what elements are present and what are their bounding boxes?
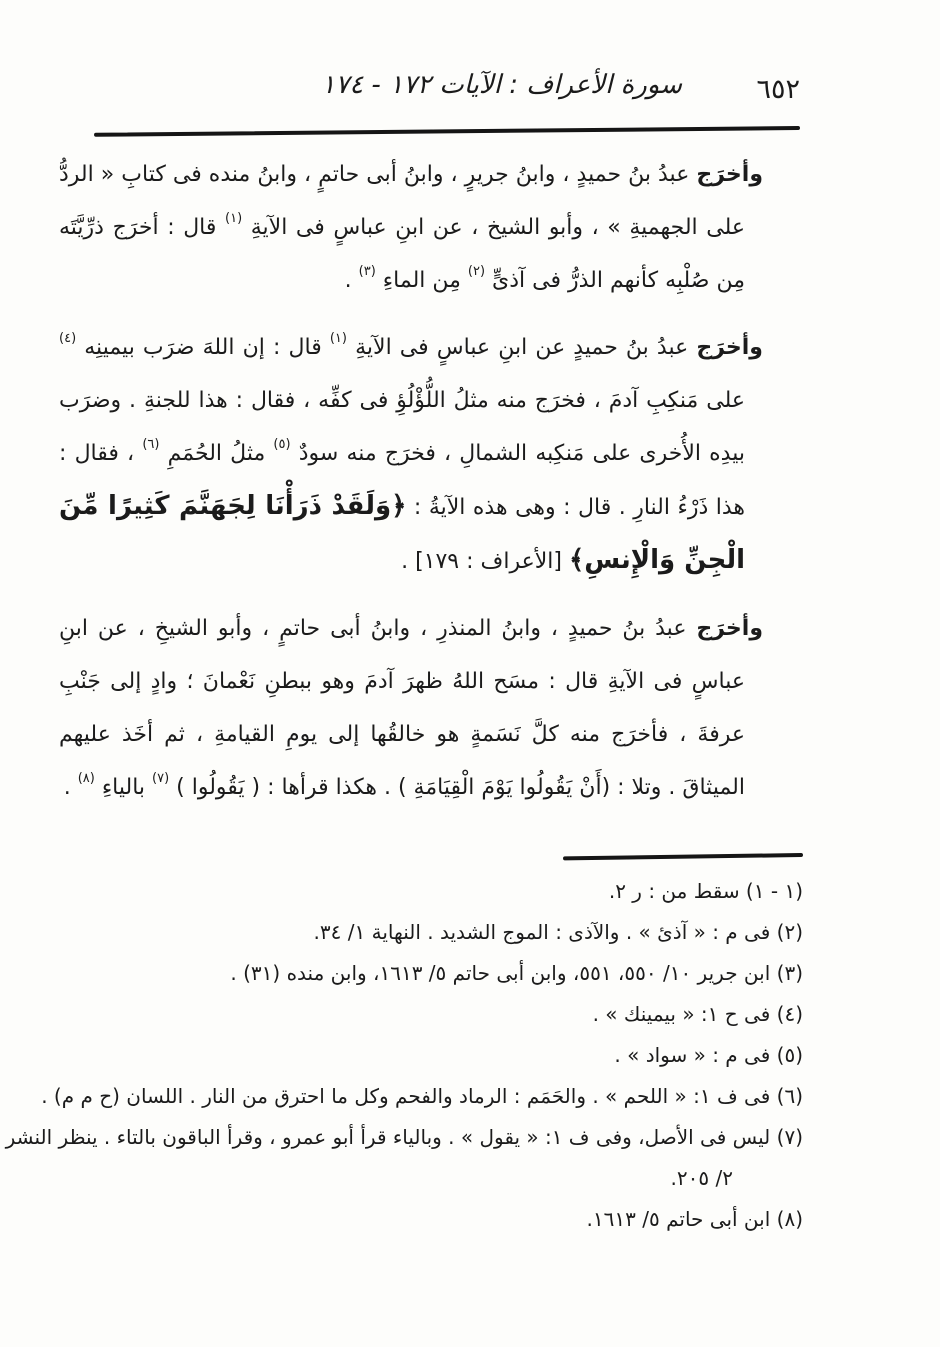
paragraph <box>59 321 763 588</box>
quran-verse: ﴿وَلَقَدْ ذَرَأْنَا لِجَهَنَّمَ كَثِيرًا مِّنَ الْجِنِّ وَالْإِنسِ﴾ <box>59 491 745 575</box>
footnote-line: (٥) فى م : « سواد » . <box>614 1043 803 1067</box>
footnote-marker: (٣) <box>358 263 376 279</box>
body-text-segment: عبدُ بنُ حميدٍ ، وابنُ المنذرِ ، وابنُ أبى حاتمٍ ، وأبو الشيخِ ، عن ابنِ عباسٍ فى الآيةِ قال : مسَح اللهُ ظهرَ آدمَ وهو ببطنِ نَعْمانَ ؛ وادٍ إلى جَنْبِ عرفةَ ، فأخرَج منه كلَّ نَسَمةٍ هو خالقُها إلى يومِ القيامةِ ، ثم أخَذ عليهم الميثاقَ . وتلا : (أَنْ يَقُولُوا يَوْمَ الْقِيَامَةِ ) . هكذا قرأها : ( يَقُولُوا ) <box>59 616 745 800</box>
footnote <box>61 1035 803 1076</box>
body-text-segment: مِن الماءِ <box>375 268 468 293</box>
body-text-segment: عبدُ بنُ حميدٍ عن ابنِ عباسٍ فى الآيةِ <box>346 335 697 360</box>
paragraph <box>59 602 763 814</box>
body-text-segment: [الأعراف : ١٧٩] . <box>401 549 569 574</box>
footnote-line: (١ - ١) سقط من : ر ٢. <box>608 879 803 903</box>
footnote-line: (٨) ابن أبى حاتم ٥/ ١٦١٣. <box>586 1207 803 1231</box>
body-text-segment: مثلُ الحُمَمِ <box>159 441 274 466</box>
body-text-segment: ، فقال : هذا ذَرْءُ النارِ . قال : وهى هذه الآيةُ : <box>59 441 745 520</box>
body-text-segment: قال : أخرَج ذرِّيَّتَه مِن صُلْبِه كأنهم الذرُّ فى آذىٍّ <box>59 215 745 293</box>
footnote-line: (٧) ليس فى الأصل، وفى ف ١: « يقول » . وبالياء قرأ أبو عمرو ، وقرأ الباقون بالتاء . ينظر النشر <box>5 1125 803 1149</box>
footnote-line: (٢) فى م : « آذئ » . والآذى : الموج الشديد . النهاية ١/ ٣٤. <box>313 920 803 944</box>
footnotes <box>5 871 803 1240</box>
footnote-line-continuation: ٢/ ٢٠٥. <box>670 1166 733 1190</box>
footnote-marker: (٨) <box>77 770 95 786</box>
paragraph-lead-word: وأخرَج <box>696 335 763 360</box>
body-text-segment: . <box>63 775 78 800</box>
footnote <box>61 912 803 953</box>
footnote-marker: (١) <box>329 330 347 346</box>
footnote <box>41 1076 803 1117</box>
paragraph-lead-word: وأخرَج <box>696 162 763 187</box>
footnote-marker: (٦) <box>142 436 160 452</box>
header-rule <box>94 126 800 137</box>
footnote <box>61 871 803 912</box>
page-header-title: سورة الأعراف : الآيات ١٧٢ - ١٧٤ <box>321 70 682 100</box>
paragraph-lead-word: وأخرَج <box>696 616 763 641</box>
footnote-marker: (١) <box>225 210 243 226</box>
footnote <box>61 1199 803 1240</box>
footnote-marker: (٢) <box>467 263 486 279</box>
footnote <box>5 1117 803 1199</box>
body-text-segment: بالياءِ <box>94 775 153 800</box>
paragraph <box>59 148 763 307</box>
footnote-line: (٣) ابن جرير ١٠/ ٥٥٠، ٥٥١، وابن أبى حاتم ٥/ ١٦١٣، وابن منده (٣١) . <box>230 961 803 985</box>
footnote-marker: (٧) <box>152 770 170 786</box>
footnote-separator-rule <box>563 853 803 860</box>
body-text-segment: . <box>344 268 359 293</box>
footnote <box>61 953 803 994</box>
body-text-segment: عبدُ بنُ حميدٍ ، وابنُ جريرٍ ، وابنُ أبى حاتمٍ ، وابنُ منده فى كتابِ « الردُّ على الجهميةِ » ، وأبو الشيخ ، عن ابنِ عباسٍ فى الآيةِ <box>59 162 745 240</box>
body-text-segment: على مَنكِبِ آدمَ ، فخرَج منه مثلُ اللُّؤْلُؤِ فى كفِّه ، فقال : هذا للجنةِ . وضرَب بيدِه الأُخرى على مَنكِبه الشمالِ ، فخرَج منه سودٌ <box>59 388 745 466</box>
footnote-marker: (٤) <box>59 330 77 346</box>
footnote-line: (٤) فى ح ١: « بيمينك » . <box>592 1002 803 1026</box>
page-number: ٦٥٢ <box>756 74 800 105</box>
footnote <box>61 994 803 1035</box>
footnote-line: (٦) فى ف ١: « اللحم » . والحَمَم : الرماد والفحم وكل ما احترق من النار . اللسان (ح م م) . <box>41 1084 803 1108</box>
body-text <box>59 148 763 828</box>
body-text-segment: قال : إن اللهَ ضرَب بيمينِه <box>76 335 330 360</box>
footnote-marker: (٥) <box>273 436 291 452</box>
